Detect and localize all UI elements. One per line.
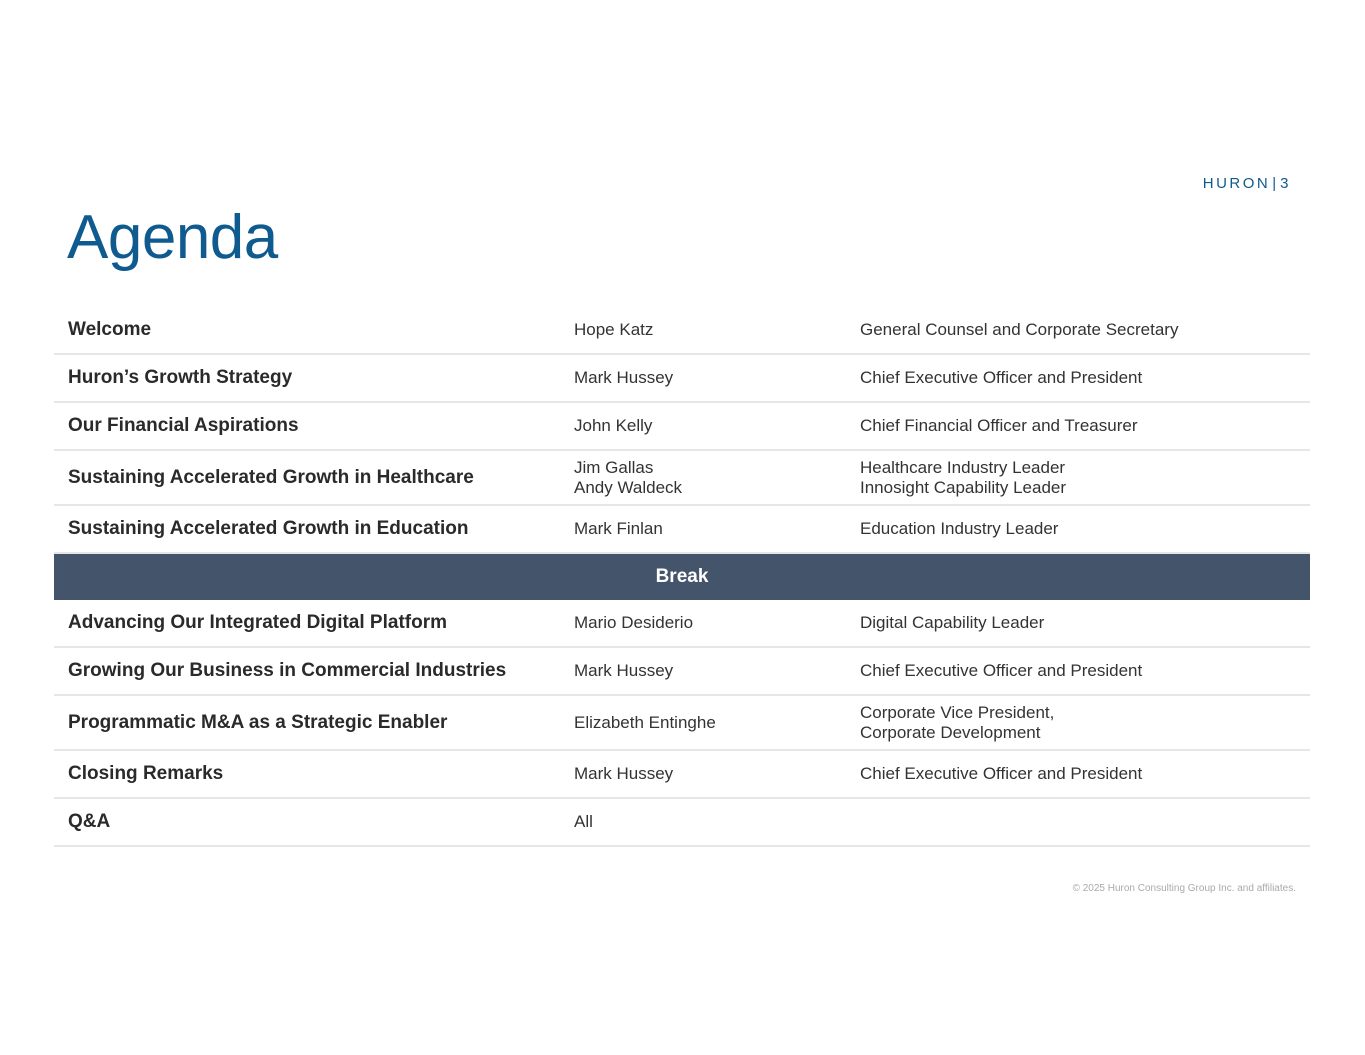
agenda-speaker (574, 764, 860, 784)
agenda-role (860, 320, 1310, 340)
speaker-role: Chief Executive Officer and President (860, 764, 1143, 783)
agenda-topic: Advancing Our Integrated Digital Platform (68, 612, 447, 633)
copyright-notice: © 2025 Huron Consulting Group Inc. and affiliates. (1072, 883, 1296, 894)
speaker-name: Andy Waldeck (574, 477, 683, 497)
agenda-table (54, 307, 1310, 847)
page-number: 3 (1280, 175, 1291, 192)
speaker-name: Jim Gallas (574, 457, 654, 477)
agenda-role (860, 368, 1310, 388)
agenda-speaker (574, 613, 860, 633)
speaker-name: Mark Hussey (574, 368, 674, 387)
break-label: Break (655, 566, 709, 587)
speaker-role: Innosight Capability Leader (860, 477, 1067, 497)
speaker-name: Mark Hussey (574, 661, 674, 680)
speaker-role: Corporate Vice President, (860, 702, 1055, 722)
speaker-role: General Counsel and Corporate Secretary (860, 320, 1179, 339)
break-band (54, 554, 1310, 600)
agenda-speaker (574, 458, 860, 498)
speaker-role: Chief Executive Officer and President (860, 661, 1143, 680)
agenda-role (860, 416, 1310, 436)
agenda-speaker (574, 713, 860, 733)
agenda-role (860, 519, 1310, 539)
agenda-row (54, 307, 1310, 355)
speaker-name: Mark Finlan (574, 519, 663, 538)
agenda-topic: Growing Our Business in Commercial Industries (68, 660, 507, 681)
agenda-topic: Q&A (68, 811, 111, 832)
agenda-topic: Sustaining Accelerated Growth in Healthcare (68, 466, 474, 488)
agenda-role (860, 458, 1310, 498)
agenda-speaker (574, 416, 860, 436)
speaker-role: Digital Capability Leader (860, 613, 1045, 632)
agenda-speaker (574, 812, 860, 832)
brand-name: HURON (1202, 175, 1271, 192)
speaker-name: Mark Hussey (574, 764, 674, 783)
agenda-row (54, 451, 1310, 506)
speaker-name: All (574, 812, 593, 831)
speaker-role: Chief Executive Officer and President (860, 368, 1143, 387)
speaker-role: Healthcare Industry Leader (860, 457, 1066, 477)
agenda-row (54, 799, 1310, 847)
agenda-row (54, 506, 1310, 554)
speaker-name: Elizabeth Entinghe (574, 712, 716, 732)
agenda-row (54, 648, 1310, 696)
speaker-role: Education Industry Leader (860, 519, 1059, 538)
speaker-role: Chief Financial Officer and Treasurer (860, 416, 1138, 435)
speaker-name: John Kelly (574, 416, 653, 435)
agenda-role (860, 661, 1310, 681)
agenda-topic: Programmatic M&A as a Strategic Enabler (68, 711, 448, 733)
agenda-role (860, 703, 1310, 743)
agenda-row (54, 355, 1310, 403)
agenda-topic: Welcome (68, 319, 152, 340)
header-brand (1203, 175, 1291, 192)
agenda-topic: Huron’s Growth Strategy (68, 367, 293, 388)
agenda-role (860, 764, 1310, 784)
agenda-topic: Closing Remarks (68, 763, 224, 784)
agenda-row (54, 600, 1310, 648)
agenda-speaker (574, 519, 860, 539)
agenda-row (54, 751, 1310, 799)
agenda-row (54, 696, 1310, 751)
speaker-name: Hope Katz (574, 320, 654, 339)
agenda-speaker (574, 320, 860, 340)
agenda-row (54, 403, 1310, 451)
agenda-speaker (574, 661, 860, 681)
page-title: Agenda (67, 203, 278, 272)
brand-separator: | (1272, 175, 1277, 192)
agenda-topic: Sustaining Accelerated Growth in Education (68, 518, 469, 539)
speaker-name: Mario Desiderio (574, 613, 694, 632)
agenda-topic: Our Financial Aspirations (68, 415, 299, 436)
agenda-speaker (574, 368, 860, 388)
agenda-role (860, 613, 1310, 633)
speaker-role: Corporate Development (860, 722, 1041, 742)
